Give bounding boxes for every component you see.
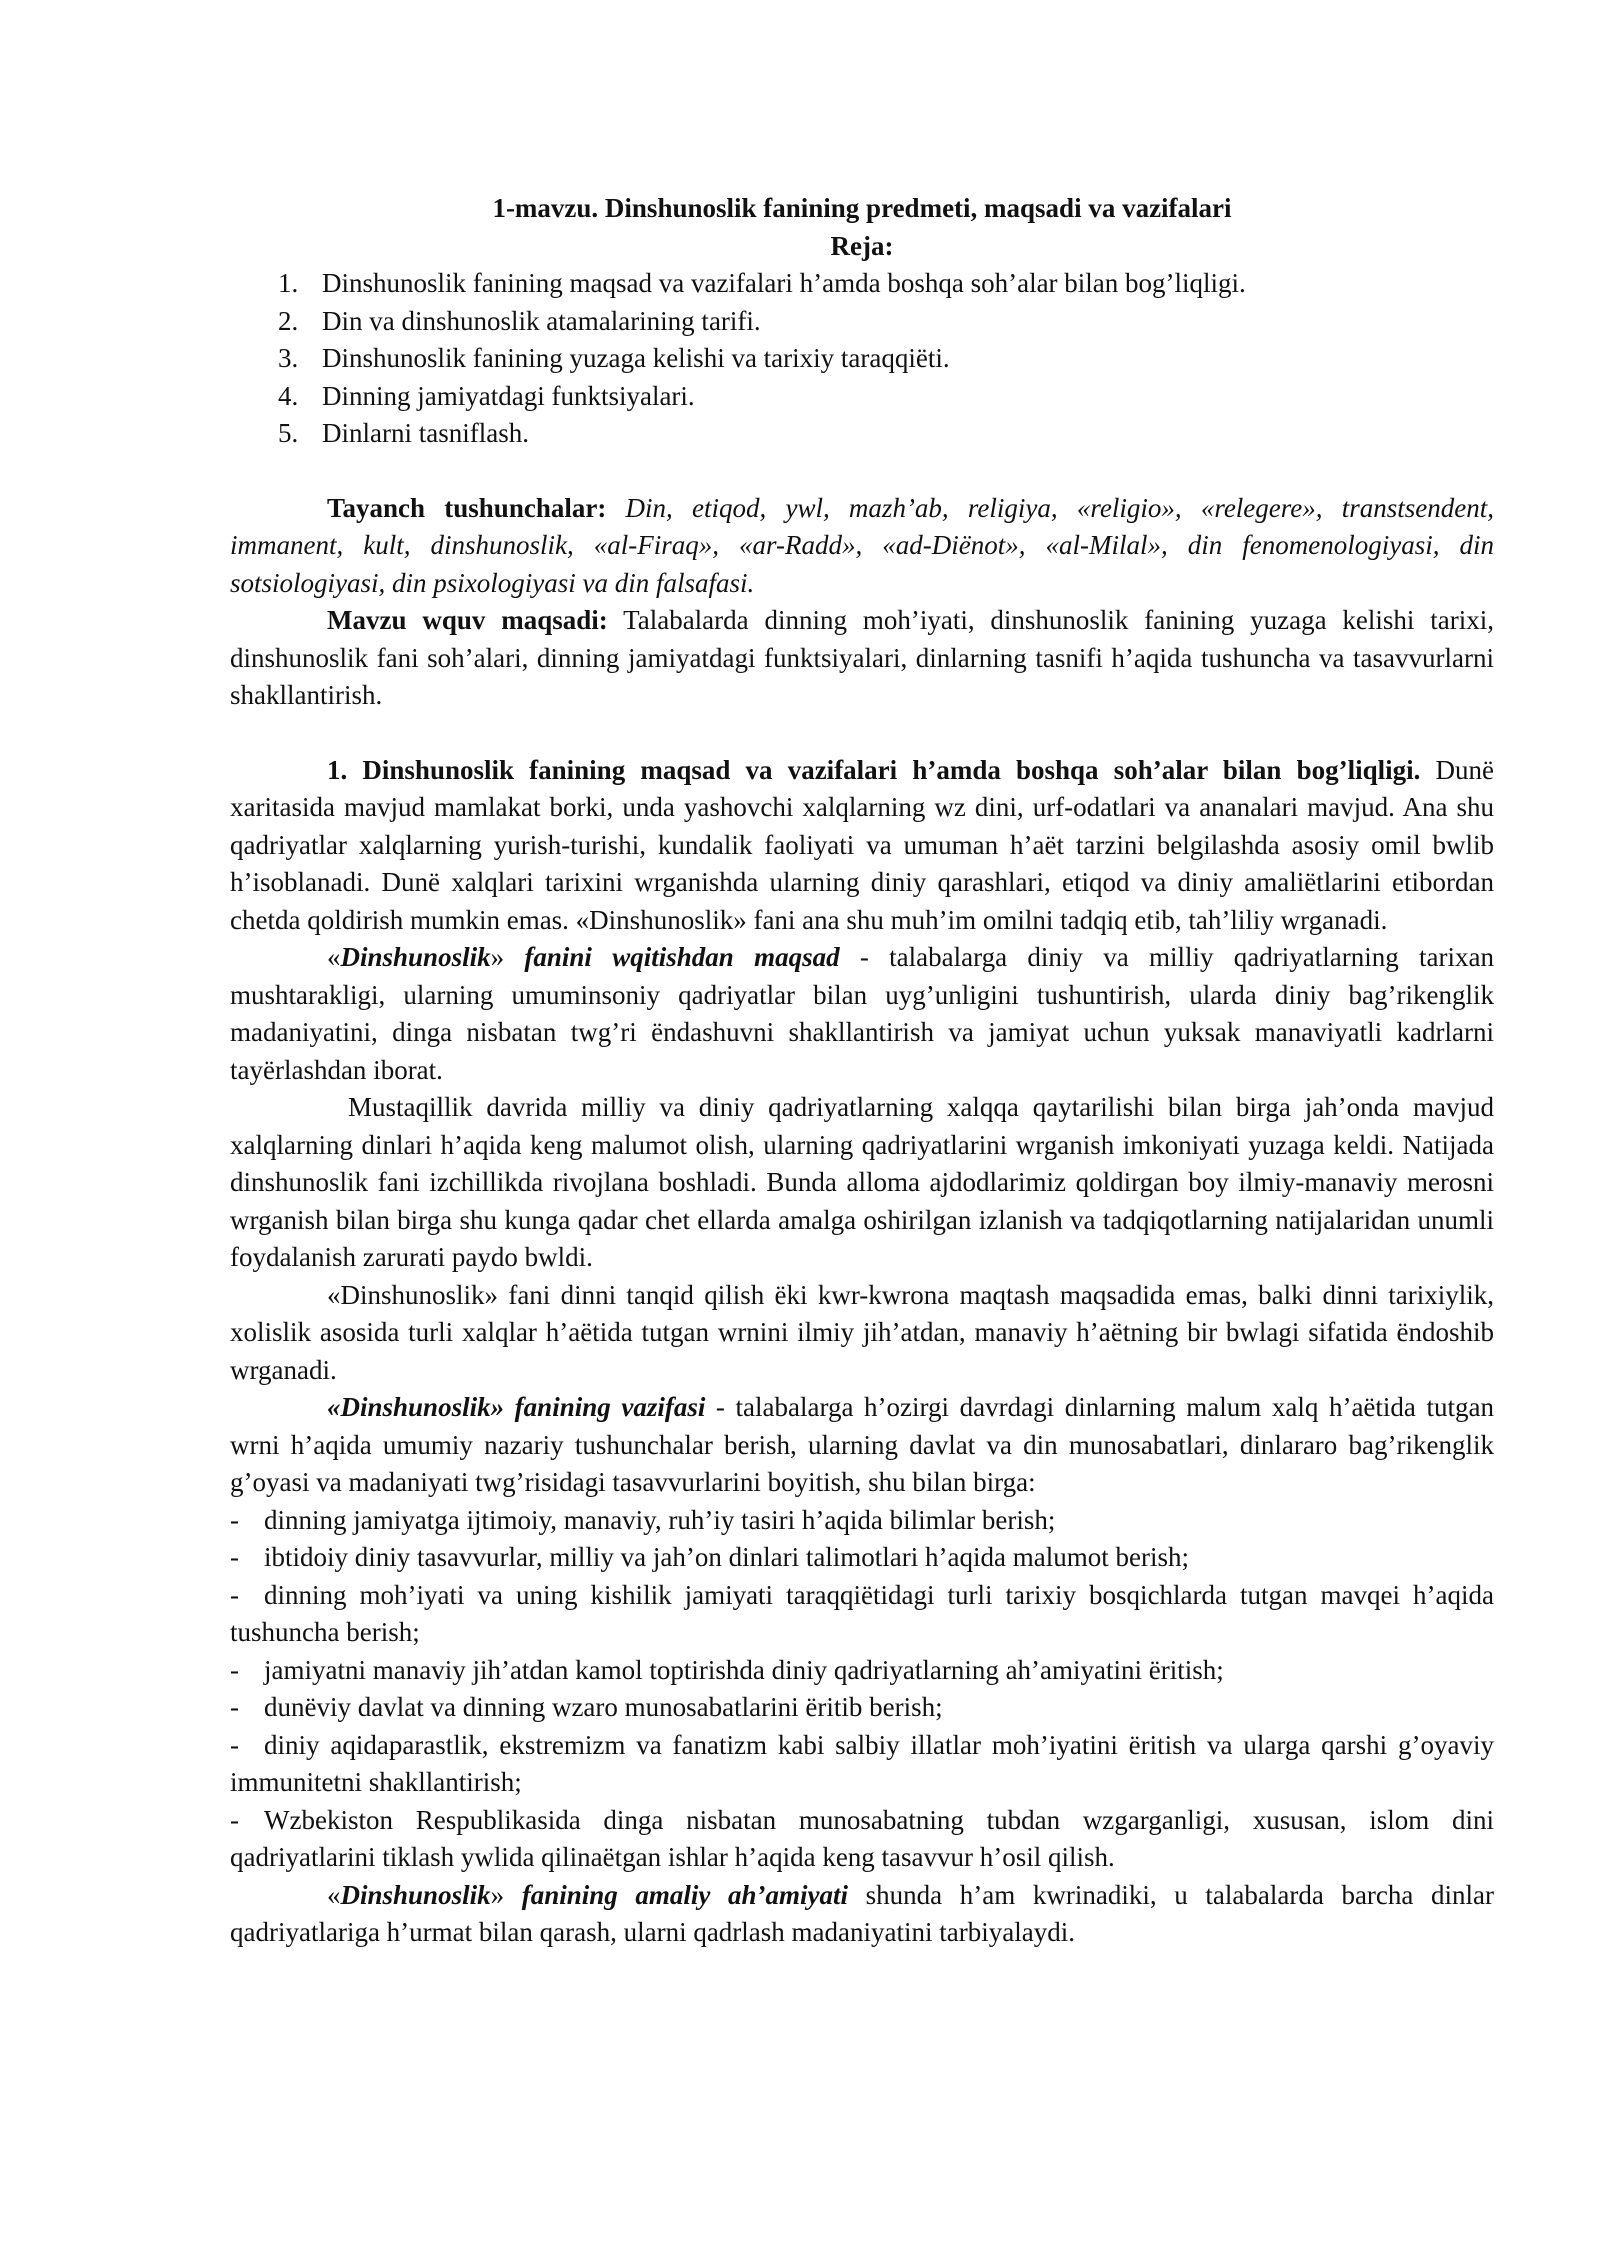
goal-of-teaching-text: - talabalarga diniy va milliy qadriyatlarning tarixan mushtarakligi, ularning umuminsoniy qadriyatlar bilan uyg’unligini tushuntirish, ularda diniy bag’rikenglik madaniyatini, dinga nisbatan twg’ri ëndashuvni shakllantirish va jamiyat uchun yuksak manaviyatli kadrlarni tayërlashdan iborat. xyxy=(230,942,1494,1085)
practical-significance-text: shunda h’am kwrinadiki, u talabalarda barcha dinlar qadriyatlariga h’urmat bilan qarash, ularni qadrlash madaniyatini tarbiyalaydi. xyxy=(230,1879,1494,1947)
goal-of-teaching-label: fanini wqitishdan maqsad xyxy=(524,942,840,972)
task-bullet-text: Wzbekiston Respublikasida dinga nisbatan munosabatning tubdan wzgarganligi, xususan, islom dini qadriyatlarini tiklash ywlida qilinaëtgan ishlar h’aqida keng tasavvur h’osil qilish. xyxy=(230,1804,1494,1872)
keywords-text: Din, etiqod, ywl, mazh’ab, religiya, «religio», «relegere», transtsendent, immanent, kult, dinshunoslik, «al-Firaq», «ar-Radd», «ad-Diënot», «al-Milal», din fenomenologiyasi, din sotsiologiyasi, din psixologiyasi va din falsafasi. xyxy=(230,492,1494,598)
section-1-text: Dunë xaritasida mavjud mamlakat borki, unda yashovchi xalqlarning wz dini, urf-odatlari va ananalari mavjud. Ana shu qadriyatlar xalqlarning yurish-turishi, kundalik faoliyati va umuman h’aët tarzini belgilashda asosiy omil bwlib h’isoblanadi. Dunë xalqlari tarixini wrganishda ularning diniy qarashlari, etiqod va diniy amaliëtlarini etibordan chetda qoldirish mumkin emas. «Dinshunoslik» fani ana shu muh’im omilni tadqiq etib, tah’liliy wrganadi. xyxy=(230,754,1494,935)
task-bullet xyxy=(230,1577,1494,1652)
quote-open: « xyxy=(327,942,341,972)
task-bullet-text: diniy aqidaparastlik, ekstremizm va fanatizm kabi salbiy illatlar moh’iyatini ëritish va ularga qarshi g’oyaviy immunitetni shakllantirish; xyxy=(230,1729,1494,1797)
plan-item xyxy=(230,265,1494,303)
plan-item-number: 1. xyxy=(278,268,299,298)
task-bullet xyxy=(230,1652,1494,1690)
tasks-paragraph xyxy=(230,1389,1494,1502)
plan-list xyxy=(230,265,1494,453)
plan-item-text: Dinlarni tasniflash. xyxy=(322,418,529,448)
task-bullet-text: dinning jamiyatga ijtimoiy, manaviy, ruh’iy tasiri h’aqida bilimlar berish; xyxy=(264,1504,1056,1535)
plan-item xyxy=(230,340,1494,378)
bullet-dash: - xyxy=(230,1692,239,1722)
plan-item xyxy=(230,415,1494,453)
plan-item xyxy=(230,303,1494,341)
tasks-label: «Dinshunoslik» fanining vazifasi xyxy=(327,1392,706,1422)
task-bullet-text: dinning moh’iyati va uning kishilik jamiyati taraqqiëtidagi turli tarixiy bosqichlarda tutgan mavqei h’aqida tushuncha berish; xyxy=(230,1579,1494,1647)
task-bullet xyxy=(230,1539,1494,1577)
bullet-dash: - xyxy=(230,1654,239,1685)
independence-paragraph: Mustaqillik davrida milliy va diniy qadriyatlarning xalqqa qaytarilishi bilan birga jah’onda mavjud xalqlarning dinlari h’aqida keng malumot olish, ularning qadriyatlarini wrganish imkoniyati yuzaga keldi. Natijada dinshunoslik fani izchillikda rivojlana boshladi. Bunda alloma ajdodlarimiz qoldirgan boy ilmiy-manaviy merosni wrganish bilan birga shu kunga qadar chet ellarda amalga oshirilgan izlanish va tadqiqotlarning natijalaridan unumli foydalanish zarurati paydo bwldi. xyxy=(230,1092,1494,1272)
term-dinshunoslik: Dinshunoslik xyxy=(340,1879,491,1910)
task-bullet xyxy=(230,1802,1494,1877)
section-1-heading: 1. Dinshunoslik fanining maqsad va vazifalari h’amda boshqa soh’alar bilan bog’liqligi. xyxy=(327,754,1421,785)
document-title: 1-mavzu. Dinshunoslik fanining predmeti, maqsadi va vazifalari xyxy=(492,193,1232,223)
plan-heading: Reja: xyxy=(830,230,894,261)
document-page xyxy=(230,190,1494,1952)
plan-item-number: 4. xyxy=(278,380,299,411)
task-bullet-text: ibtidoiy diniy tasavvurlar, milliy va jah’on dinlari talimotlari h’aqida malumot berish; xyxy=(264,1542,1189,1572)
practical-significance-label: fanining amaliy ah’amiyati xyxy=(521,1879,849,1910)
plan-item-number: 2. xyxy=(278,305,299,336)
keywords-paragraph xyxy=(230,490,1494,603)
section-1-paragraph xyxy=(230,752,1494,940)
plan-item-number: 5. xyxy=(278,418,299,448)
goal-text: Talabalarda dinning moh’iyati, dinshunoslik fanining yuzaga kelishi tarixi, dinshunoslik fani soh’alari, dinning jamiyatdagi funktsiyalari, dinlarning tasnifi h’aqida tushuncha va tasavvurlarni shakllantirish. xyxy=(230,605,1494,710)
quote-open: « xyxy=(327,1879,341,1910)
task-bullet-text: jamiyatni manaviy jih’atdan kamol toptirishda diniy qadriyatlarning ah’amiyatini ëritish; xyxy=(264,1654,1224,1685)
task-bullet xyxy=(230,1502,1494,1540)
plan-item xyxy=(230,378,1494,416)
quote-close: » xyxy=(490,1879,522,1910)
plan-item-text: Dinning jamiyatdagi funktsiyalari. xyxy=(322,380,695,411)
goal-of-teaching-paragraph xyxy=(230,939,1494,1089)
quote-close: » xyxy=(490,942,525,972)
task-bullet xyxy=(230,1727,1494,1802)
task-bullet xyxy=(230,1689,1494,1727)
plan-item-text: Dinshunoslik fanining yuzaga kelishi va tarixiy taraqqiëti. xyxy=(322,343,950,373)
bullet-dash: - xyxy=(230,1729,239,1760)
bullet-dash: - xyxy=(230,1579,239,1610)
plan-item-text: Dinshunoslik fanining maqsad va vazifalari h’amda boshqa soh’alar bilan bog’liqligi. xyxy=(322,268,1246,298)
critique-paragraph: «Dinshunoslik» fani dinni tanqid qilish ëki kwr-kwrona maqtash maqsadida emas, balki dinni tarixiylik, xolislik asosida turli xalqlar h’aëtida tutgan wrnini ilmiy jih’atdan, manaviy h’aëtning bir bwlagi sifatida ëndoshib wrganadi. xyxy=(230,1279,1494,1385)
bullet-dash: - xyxy=(230,1804,239,1835)
goal-label: Mavzu wquv maqsadi: xyxy=(327,605,608,635)
plan-item-number: 3. xyxy=(278,343,299,373)
goal-paragraph xyxy=(230,602,1494,715)
task-bullet-text: dunëviy davlat va dinning wzaro munosabatlarini ëritib berish; xyxy=(264,1692,943,1722)
practical-significance-paragraph xyxy=(230,1877,1494,1952)
plan-item-text: Din va dinshunoslik atamalarining tarifi. xyxy=(322,305,761,336)
bullet-dash: - xyxy=(230,1504,239,1535)
bullet-dash: - xyxy=(230,1542,239,1572)
tasks-text: - talabalarga h’ozirgi davrdagi dinlarning malum xalq h’aëtida tutgan wrni h’aqida umumiy nazariy tushunchalar berish, ularning davlat va din munosabatlari, dinlararo bag’rikenglik g’oyasi va madaniyati twg’risidagi tasavvurlarini boyitish, shu bilan birga: xyxy=(230,1392,1494,1497)
term-dinshunoslik: Dinshunoslik xyxy=(340,942,491,972)
keywords-label: Tayanch tushunchalar: xyxy=(327,492,607,523)
